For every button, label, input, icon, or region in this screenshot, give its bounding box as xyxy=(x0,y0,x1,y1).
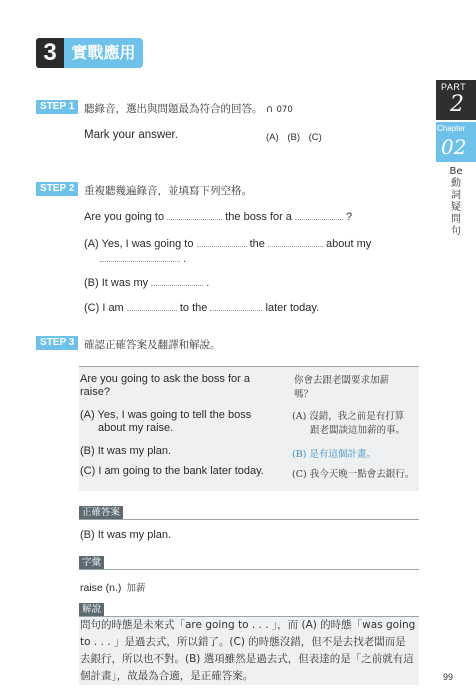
answer-label: 正確答案 xyxy=(79,506,123,519)
part-tab xyxy=(436,80,476,120)
s3-q-en-line2: raise? xyxy=(80,386,110,398)
page-number: 99 xyxy=(443,672,454,682)
step2-answer-a-line xyxy=(84,237,414,250)
step2-answer-b-line xyxy=(84,276,209,289)
s3-a-zh-line2: 跟老闆談這加薪的事。 xyxy=(310,425,406,436)
step1-option-b[interactable]: (B) xyxy=(287,132,300,143)
vocab-label: 字彙 xyxy=(79,556,104,569)
step2-question-line xyxy=(84,210,414,223)
blank-field[interactable] xyxy=(151,276,203,286)
s3-q-en-line1: Are you going to ask the boss for a xyxy=(80,373,250,385)
section-header xyxy=(36,38,143,68)
s3-q-zh-line1: 你會去跟老闆要求加薪 xyxy=(294,375,390,386)
s3-answer-b-zh: (B) 是有這個計畫。 xyxy=(292,449,376,460)
blank-field[interactable] xyxy=(197,237,247,247)
s3-question-en xyxy=(80,373,250,399)
step1-option-c[interactable]: (C) xyxy=(308,132,322,143)
b-text-1: (B) It was my xyxy=(84,277,149,289)
audio-icon[interactable]: ∩ xyxy=(265,104,274,115)
a-text-3: about my xyxy=(326,238,372,250)
blank-field[interactable] xyxy=(210,301,262,311)
step1-options xyxy=(266,132,322,143)
q-end: ? xyxy=(346,211,353,223)
step2-answer-a-cont xyxy=(100,252,186,265)
explanation-line: to . . . 」是過去式，所以錯了。(C) 的時態沒錯，但不是去找老闆而是 xyxy=(80,636,406,648)
explanation-header xyxy=(79,603,419,616)
c-text-2: to the xyxy=(179,302,208,314)
explanation-line: 去銀行，所以也不對。(B) 選項雖然是過去式，但表達的是「之前就有這 xyxy=(80,653,414,665)
c-text-1: (C) I am xyxy=(84,302,124,314)
b-end: . xyxy=(206,277,210,289)
answer-header xyxy=(79,506,419,519)
audio-track-number: 070 xyxy=(276,105,293,115)
s3-question-zh xyxy=(294,374,389,402)
q-text-1: Are you going to xyxy=(84,211,165,223)
vocab-meaning: 加薪 xyxy=(126,583,146,594)
section-title: 實戰應用 xyxy=(64,38,143,68)
part-label: PART xyxy=(441,82,467,92)
s3-answer-c-zh: (C) 我今天晚一點會去銀行。 xyxy=(292,469,415,480)
explanation-line: 個計畫」，故最為合適，是正確答案。 xyxy=(80,670,254,682)
a-text-2: the xyxy=(249,238,265,250)
s3-answer-a-en xyxy=(80,409,251,435)
s3-q-zh-line2: 嗎？ xyxy=(294,389,314,400)
divider xyxy=(79,569,419,570)
s3-answer-c-en: (C) I am going to the bank later today. xyxy=(80,465,264,477)
step2-instruction: 重複聽幾遍錄音，並填寫下列空格。 xyxy=(84,185,252,197)
chapter-number: 02 xyxy=(441,135,467,159)
blank-field[interactable] xyxy=(100,252,180,262)
blank-field[interactable] xyxy=(295,210,343,220)
step1-prompt: Mark your answer. xyxy=(84,129,178,141)
chapter-tab xyxy=(436,122,476,162)
vocab-entry xyxy=(80,576,146,595)
step2-badge: STEP 2 xyxy=(36,182,78,196)
explanation-line: 問句的時態是未來式「are going to . . . 」，而 (A) 的時態「was going xyxy=(80,619,416,631)
s3-a-en-line1: (A) Yes, I was going to tell the boss xyxy=(80,409,252,421)
s3-a-zh-line1: (A) 沒錯，我之前是有打算 xyxy=(292,411,405,422)
step3-instruction: 確認正確答案及翻譯和解說。 xyxy=(84,339,221,351)
section-number: 3 xyxy=(36,38,64,68)
a-text-1: (A) Yes, I was going to xyxy=(84,238,194,250)
explanation-text xyxy=(80,617,418,685)
a-end: . xyxy=(183,253,187,265)
blank-field[interactable] xyxy=(127,301,177,311)
step1-option-a[interactable]: (A) xyxy=(266,132,279,143)
chapter-label: Chapter xyxy=(437,124,466,133)
explanation-label: 解說 xyxy=(79,603,104,616)
vocab-header xyxy=(79,556,419,569)
blank-field[interactable] xyxy=(268,237,323,247)
step2-answer-c-line xyxy=(84,301,414,314)
blank-field[interactable] xyxy=(167,210,222,220)
c-text-3: later today. xyxy=(265,302,320,314)
answer-text: (B) It was my plan. xyxy=(80,529,172,541)
step1-instruction-text: 聽錄音，選出與問題最為符合的回答。 xyxy=(84,103,263,115)
vocab-word: raise (n.) xyxy=(80,582,122,594)
s3-answer-a-zh xyxy=(292,410,405,438)
step1-badge: STEP 1 xyxy=(36,100,78,114)
divider xyxy=(79,366,419,367)
chapter-vertical-title: Be 動詞疑問句 xyxy=(449,166,463,237)
step3-badge: STEP 3 xyxy=(36,336,78,350)
divider xyxy=(79,519,419,520)
s3-answer-b-en: (B) It was my plan. xyxy=(80,445,172,457)
step1-instruction xyxy=(84,101,293,116)
q-text-2: the boss for a xyxy=(225,211,292,223)
s3-a-en-line2: about my raise. xyxy=(98,422,174,434)
part-number: 2 xyxy=(450,92,464,117)
